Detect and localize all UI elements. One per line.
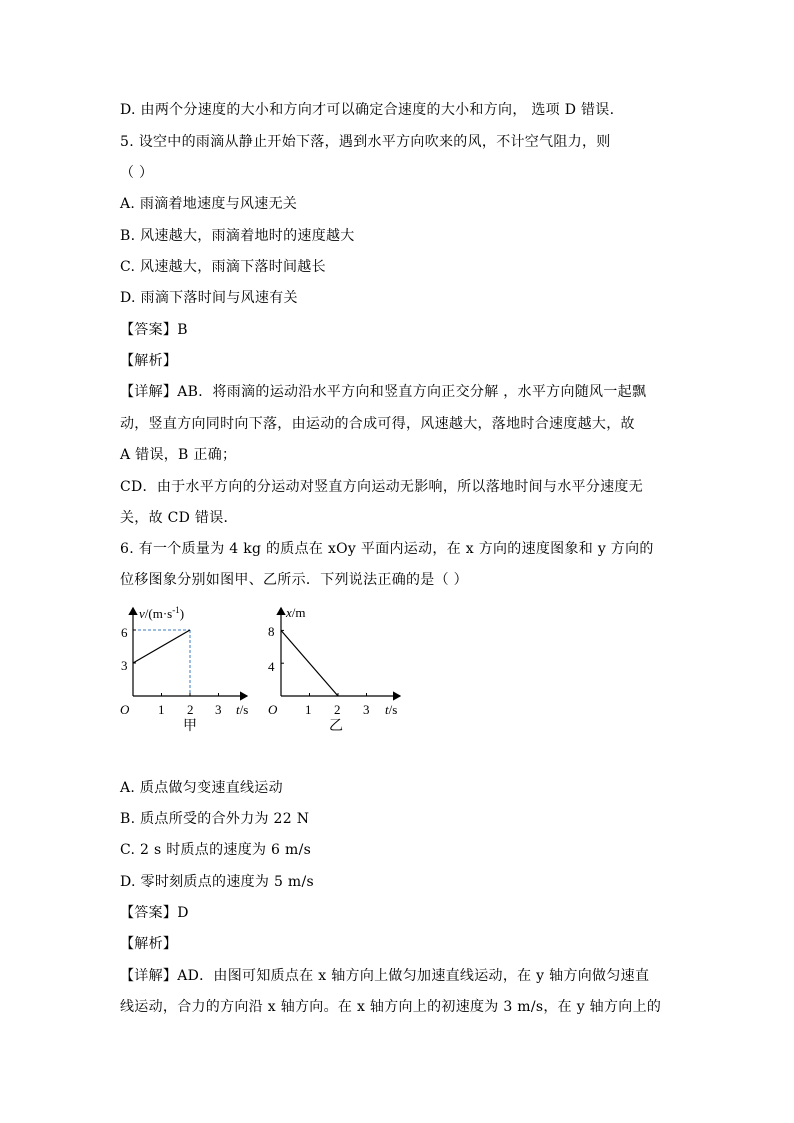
question-6-answer: 【答案】D	[120, 905, 189, 921]
question-6-stem-2: 位移图象分别如图甲、乙所示．下列说法正确的是（ ）	[120, 572, 468, 588]
question-6-option-c: C. 2 s 时质点的速度为 6 m/s	[120, 842, 312, 858]
question-5-explanation-1: 【详解】AB．将雨滴的运动沿水平方向和竖直方向正交分解 ，水平方向随风一起飘	[120, 384, 647, 400]
question-6-explanation-2: 线运动，合力的方向沿 x 轴方向。在 x 轴方向上的初速度为 3 m/s，在 y 轴方向上的	[120, 999, 662, 1015]
graph-yi-y-tick-label: 4	[268, 659, 275, 674]
graph-jia-x-tick-label: 2	[187, 702, 194, 717]
graph-jia	[115, 600, 265, 740]
graph-jia-y-axis-label: $v/(m\cdot s^{-1})$	[139, 605, 185, 621]
graph-yi-caption: 乙	[329, 719, 343, 734]
graph-jia-origin-label: O	[120, 702, 130, 717]
question-5-option-a: A. 雨滴着地速度与风速无关	[120, 196, 298, 212]
graph-yi-x-tick-label: 1	[305, 702, 312, 717]
question-6-stem-1: 6. 有一个质量为 4 kg 的质点在 xOy 平面内运动，在 x 方向的速度图象和 y 方向的	[120, 541, 654, 557]
question-6-analysis-heading: 【解析】	[120, 936, 178, 952]
question-5-option-c: C. 风速越大，雨滴下落时间越长	[120, 259, 326, 275]
graph-jia-x-tick-label: 1	[158, 702, 165, 717]
question-5-stem: 5. 设空中的雨滴从静止开始下落，遇到水平方向吹来的风，不计空气阻力，则	[120, 134, 611, 150]
graph-yi	[262, 600, 412, 740]
graph-yi-series-line	[281, 630, 338, 696]
graph-jia-series-line	[133, 630, 190, 663]
graph-jia-x-tick-label: 3	[215, 702, 222, 717]
question-6-option-b: B. 质点所受的合外力为 22 N	[120, 811, 310, 827]
graph-yi-x-tick-label: 2	[334, 702, 341, 717]
graph-jia-y-tick-label: 3	[121, 658, 128, 673]
graph-yi-origin-label: O	[268, 702, 278, 717]
graph-yi-x-axis-label: t/s	[385, 702, 398, 717]
question-5-explanation-4: CD．由于水平方向的分运动对竖直方向运动无影响，所以落地时间与水平分速度无	[120, 479, 644, 495]
question-5-bracket: （ ）	[120, 165, 154, 181]
question-6-explanation-1: 【详解】AD．由图可知质点在 x 轴方向上做匀加速直线运动，在 y 轴方向做匀速直	[120, 968, 650, 984]
question-6-option-d: D. 零时刻质点的速度为 5 m/s	[120, 874, 315, 890]
graph-jia-x-axis-label: t/s	[236, 702, 249, 717]
question-5-answer: 【答案】B	[120, 322, 188, 338]
question-5-analysis-heading: 【解析】	[120, 353, 178, 369]
question-5-explanation-5: 关，故 CD 错误．	[120, 510, 238, 526]
graph-jia-caption: 甲	[183, 719, 197, 734]
graph-jia-y-tick-label: 6	[121, 625, 128, 640]
option-5-prev-d: D. 由两个分速度的大小和方向才可以确定合速度的大小和方向， 选项 D 错误.	[120, 102, 615, 118]
question-6-option-a: A. 质点做匀变速直线运动	[120, 780, 283, 796]
question-5-explanation-2: 动，竖直方向同时向下落，由运动的合成可得，风速越大，落地时合速度越大，故	[120, 416, 635, 432]
question-5-option-b: B. 风速越大，雨滴着地时的速度越大	[120, 228, 355, 244]
question-5-option-d: D. 雨滴下落时间与风速有关	[120, 290, 298, 306]
question-5-explanation-3: A 错误，B 正确；	[120, 447, 237, 463]
graph-yi-y-axis-label: x/m	[286, 605, 306, 620]
graph-yi-x-tick-label: 3	[363, 702, 370, 717]
graph-yi-y-tick-label: 8	[268, 624, 275, 639]
